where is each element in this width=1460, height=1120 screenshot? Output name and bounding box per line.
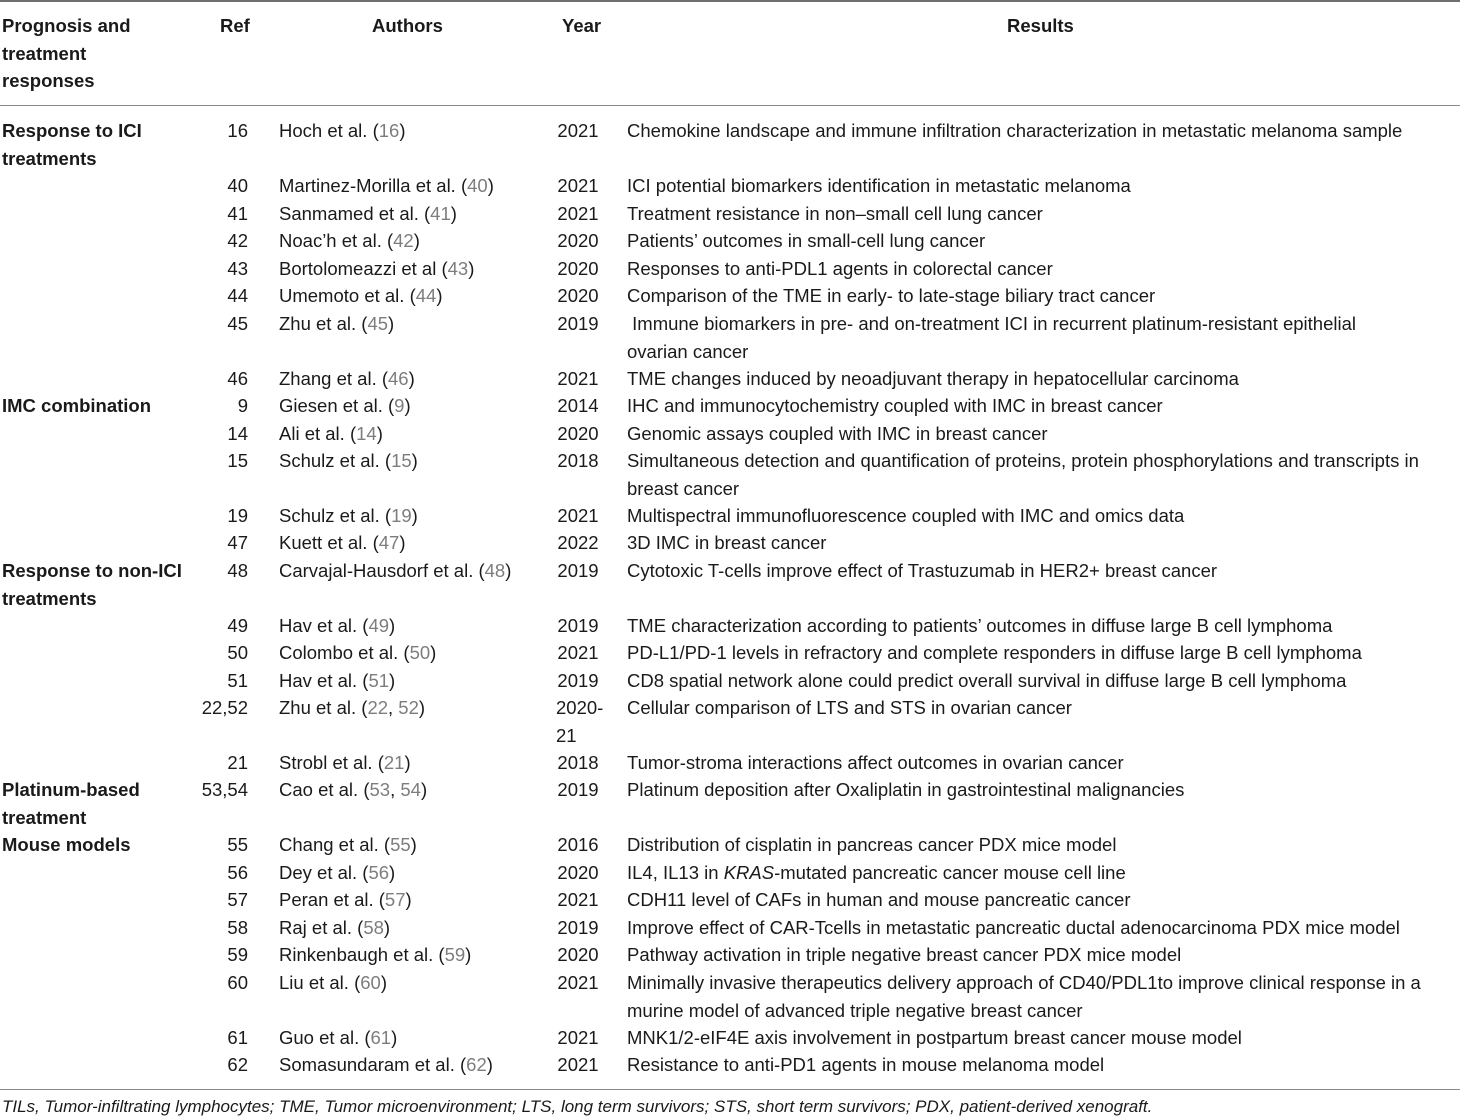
ref-cell: 55 xyxy=(227,834,248,855)
year-cell: 2019 xyxy=(557,779,599,800)
ref-cell: 53,54 xyxy=(201,779,248,800)
year-cell: 2018 xyxy=(557,752,599,773)
citation-link[interactable]: 50 xyxy=(409,642,431,663)
citation-link[interactable]: 54 xyxy=(400,779,421,800)
year-cell: 2020 xyxy=(557,258,599,279)
author-cell: Guo et al. (61) xyxy=(279,1027,398,1048)
citation-link[interactable]: 16 xyxy=(378,120,400,141)
header-year: Year xyxy=(562,15,602,36)
result-cell: TME characterization according to patients’ outcomes in diffuse large B cell lymphoma xyxy=(627,615,1333,636)
ref-cell: 56 xyxy=(227,862,248,883)
ref-cell: 46 xyxy=(227,368,248,389)
citation-link[interactable]: 46 xyxy=(388,368,409,389)
result-cell: TME changes induced by neoadjuvant therapy in hepatocellular carcinoma xyxy=(627,368,1239,389)
ref-cell: 62 xyxy=(227,1054,248,1075)
author-cell: Giesen et al. (9) xyxy=(279,395,411,416)
citation-link[interactable]: 47 xyxy=(378,532,400,553)
ref-cell: 59 xyxy=(227,944,248,965)
author-cell: Umemoto et al. (44) xyxy=(279,285,443,306)
category-platinum: Platinum-based treatment xyxy=(2,779,140,828)
result-cell: Genomic assays coupled with IMC in breast cancer xyxy=(627,423,1048,444)
author-cell: Hav et al. (51) xyxy=(279,670,396,691)
ref-cell: 22,52 xyxy=(201,697,248,718)
author-cell: Hoch et al. (16) xyxy=(279,120,406,141)
year-cell: 2020 xyxy=(557,230,599,251)
ref-cell: 41 xyxy=(227,203,248,224)
result-cell: Pathway activation in triple negative breast cancer PDX mice model xyxy=(627,944,1182,965)
citation-link[interactable]: 56 xyxy=(368,862,390,883)
author-cell: Rinkenbaugh et al. (59) xyxy=(279,944,472,965)
year-cell: 2018 xyxy=(557,450,599,471)
header-ref: Ref xyxy=(220,15,250,36)
author-cell: Martinez-Morilla et al. (40) xyxy=(279,175,494,196)
year-cell: 2021 xyxy=(557,889,599,910)
result-cell: Distribution of cisplatin in pancreas cancer PDX mice model xyxy=(627,834,1117,855)
ref-cell: 58 xyxy=(227,917,248,938)
year-cell: 2019 xyxy=(557,615,599,636)
author-cell: Cao et al. (53, 54) xyxy=(279,779,428,800)
author-cell: Ali et al. (14) xyxy=(279,423,383,444)
header-rule xyxy=(0,105,1460,106)
result-cell: Resistance to anti-PD1 agents in mouse melanoma model xyxy=(627,1054,1105,1075)
author-cell: Bortolomeazzi et al (43) xyxy=(279,258,475,279)
author-cell: Carvajal-Hausdorf et al. (48) xyxy=(279,560,512,581)
year-cell: 2019 xyxy=(557,917,599,938)
ref-cell: 51 xyxy=(227,670,248,691)
result-cell: CD8 spatial network alone could predict overall survival in diffuse large B cell lymphoma xyxy=(627,670,1347,691)
ref-cell: 40 xyxy=(227,175,248,196)
table-top-rule xyxy=(0,0,1460,2)
author-cell: Liu et al. (60) xyxy=(279,972,387,993)
result-cell: Responses to anti-PDL1 agents in colorectal cancer xyxy=(627,258,1053,279)
ref-cell: 57 xyxy=(227,889,248,910)
ref-cell: 43 xyxy=(227,258,248,279)
ref-cell: 19 xyxy=(227,505,248,526)
ref-cell: 15 xyxy=(227,450,248,471)
author-cell: Dey et al. (56) xyxy=(279,862,396,883)
ref-cell: 50 xyxy=(227,642,248,663)
citation-link[interactable]: 59 xyxy=(444,944,466,965)
author-cell: Somasundaram et al. (62) xyxy=(279,1054,493,1075)
citation-link[interactable]: 57 xyxy=(384,889,406,910)
result-cell: Multispectral immunofluorescence coupled with IMC and omics data xyxy=(627,505,1185,526)
citation-link[interactable]: 22 xyxy=(367,697,389,718)
citation-link[interactable]: 15 xyxy=(391,450,412,471)
citation-link[interactable]: 42 xyxy=(393,230,414,251)
citation-link[interactable]: 40 xyxy=(467,175,488,196)
year-cell: 2021 xyxy=(557,368,599,389)
category-response-ici: Response to ICI treatments xyxy=(2,120,142,169)
ref-cell: 48 xyxy=(227,560,248,581)
year-cell: 2021 xyxy=(557,203,599,224)
author-cell: Peran et al. (57) xyxy=(279,889,412,910)
ref-cell: 14 xyxy=(227,423,248,444)
author-cell: Zhu et al. (45) xyxy=(279,313,395,334)
author-cell: Sanmamed et al. (41) xyxy=(279,203,457,224)
year-cell: 2020 xyxy=(557,862,599,883)
header-authors: Authors xyxy=(372,15,443,36)
header-category: Prognosis and treatment responses xyxy=(2,15,131,91)
author-cell: Zhang et al. (46) xyxy=(279,368,415,389)
category-response-non-ici: Response to non-ICI treatments xyxy=(2,560,182,609)
author-cell: Chang et al. (55) xyxy=(279,834,417,855)
citation-link[interactable]: 43 xyxy=(447,258,469,279)
result-cell: Immune biomarkers in pre- and on-treatment ICI in recurrent platinum-resistant epithelial ovarian cancer xyxy=(627,313,1357,362)
ref-cell: 44 xyxy=(227,285,248,306)
year-cell: 2014 xyxy=(557,395,599,416)
year-cell: 2020 xyxy=(557,285,599,306)
year-cell: 2021 xyxy=(557,972,599,993)
citation-link[interactable]: 62 xyxy=(466,1054,487,1075)
result-cell: Improve effect of CAR-Tcells in metastatic pancreatic ductal adenocarcinoma PDX mice model xyxy=(627,917,1400,938)
citation-link[interactable]: 52 xyxy=(398,697,419,718)
result-cell: Cytotoxic T-cells improve effect of Trastuzumab in HER2+ breast cancer xyxy=(627,560,1218,581)
author-cell: Noac’h et al. (42) xyxy=(279,230,420,251)
ref-cell: 49 xyxy=(227,615,248,636)
citation-link[interactable]: 14 xyxy=(356,423,377,444)
citation-link[interactable]: 61 xyxy=(370,1027,392,1048)
result-cell: IHC and immunocytochemistry coupled with IMC in breast cancer xyxy=(627,395,1163,416)
author-cell: Zhu et al. (22, 52) xyxy=(279,697,426,718)
citation-link[interactable]: 58 xyxy=(363,917,384,938)
year-cell: 2019 xyxy=(557,313,599,334)
gene-name: KRAS xyxy=(723,862,775,883)
citation-link[interactable]: 53 xyxy=(369,779,391,800)
result-cell: ICI potential biomarkers identification in metastatic melanoma xyxy=(627,175,1131,196)
result-cell: IL4, IL13 in KRAS-mutated pancreatic cancer mouse cell line xyxy=(627,862,1126,883)
year-cell: 2021 xyxy=(557,1027,599,1048)
result-cell: Comparison of the TME in early- to late-stage biliary tract cancer xyxy=(627,285,1156,306)
ref-cell: 61 xyxy=(227,1027,248,1048)
result-cell: Minimally invasive therapeutics delivery approach of CD40/PDL1to improve clinical response in a murine model of advanced triple negative breast cancer xyxy=(627,972,1421,1021)
citation-link[interactable]: 41 xyxy=(430,203,451,224)
table-bottom-rule xyxy=(0,1089,1460,1090)
citation-link[interactable]: 48 xyxy=(484,560,506,581)
author-cell: Hav et al. (49) xyxy=(279,615,396,636)
ref-cell: 45 xyxy=(227,313,248,334)
author-cell: Kuett et al. (47) xyxy=(279,532,406,553)
year-cell: 2019 xyxy=(557,670,599,691)
ref-cell: 9 xyxy=(237,395,248,416)
author-cell: Raj et al. (58) xyxy=(279,917,391,938)
result-cell: Simultaneous detection and quantification of proteins, protein phosphorylations and transcripts in breast cancer xyxy=(627,450,1419,499)
year-cell: 2022 xyxy=(557,532,599,553)
citation-link[interactable]: 60 xyxy=(360,972,381,993)
citation-link[interactable]: 51 xyxy=(368,670,390,691)
year-cell: 2021 xyxy=(557,505,599,526)
year-cell: 2016 xyxy=(557,834,599,855)
year-cell: 2021 xyxy=(557,120,599,141)
result-cell: PD-L1/PD-1 levels in refractory and complete responders in diffuse large B cell lymphoma xyxy=(627,642,1362,663)
citation-link[interactable]: 49 xyxy=(368,615,390,636)
result-cell: Treatment resistance in non–small cell lung cancer xyxy=(627,203,1043,224)
year-cell: 2021 xyxy=(557,642,599,663)
header-results: Results xyxy=(1007,15,1074,36)
ref-cell: 47 xyxy=(227,532,248,553)
year-cell: 2020 xyxy=(557,423,599,444)
result-cell: 3D IMC in breast cancer xyxy=(627,532,827,553)
result-cell: CDH11 level of CAFs in human and mouse pancreatic cancer xyxy=(627,889,1131,910)
result-cell: MNK1/2-eIF4E axis involvement in postpartum breast cancer mouse model xyxy=(627,1027,1242,1048)
citation-link[interactable]: 44 xyxy=(415,285,437,306)
result-cell: Chemokine landscape and immune infiltration characterization in metastatic melanoma sample xyxy=(627,120,1403,141)
author-cell: Colombo et al. (50) xyxy=(279,642,437,663)
author-cell: Schulz et al. (15) xyxy=(279,450,418,471)
year-cell: 2020 xyxy=(557,944,599,965)
author-cell: Schulz et al. (19) xyxy=(279,505,418,526)
result-cell: Cellular comparison of LTS and STS in ovarian cancer xyxy=(627,697,1072,718)
citation-link[interactable]: 19 xyxy=(391,505,412,526)
citation-link[interactable]: 9 xyxy=(394,395,405,416)
ref-cell: 16 xyxy=(227,120,248,141)
ref-cell: 60 xyxy=(227,972,248,993)
result-cell: Tumor-stroma interactions affect outcomes in ovarian cancer xyxy=(627,752,1124,773)
citation-link[interactable]: 55 xyxy=(390,834,411,855)
category-mouse-models: Mouse models xyxy=(2,834,131,855)
year-cell: 2021 xyxy=(557,175,599,196)
citation-link[interactable]: 21 xyxy=(383,752,405,773)
year-cell: 2019 xyxy=(557,560,599,581)
ref-cell: 21 xyxy=(227,752,248,773)
table-footnote: TILs, Tumor-infiltrating lymphocytes; TME, Tumor microenvironment; LTS, long term survivors; STS, short term survivors; PDX, patient-derived xenograft. xyxy=(2,1097,1153,1116)
year-cell: 2020-21 xyxy=(556,697,604,746)
year-cell: 2021 xyxy=(557,1054,599,1075)
ref-cell: 42 xyxy=(227,230,248,251)
result-cell: Patients’ outcomes in small-cell lung cancer xyxy=(627,230,986,251)
category-imc-combination: IMC combination xyxy=(2,395,152,416)
result-cell: Platinum deposition after Oxaliplatin in gastrointestinal malignancies xyxy=(627,779,1185,800)
author-cell: Strobl et al. (21) xyxy=(279,752,411,773)
citation-link[interactable]: 45 xyxy=(367,313,389,334)
